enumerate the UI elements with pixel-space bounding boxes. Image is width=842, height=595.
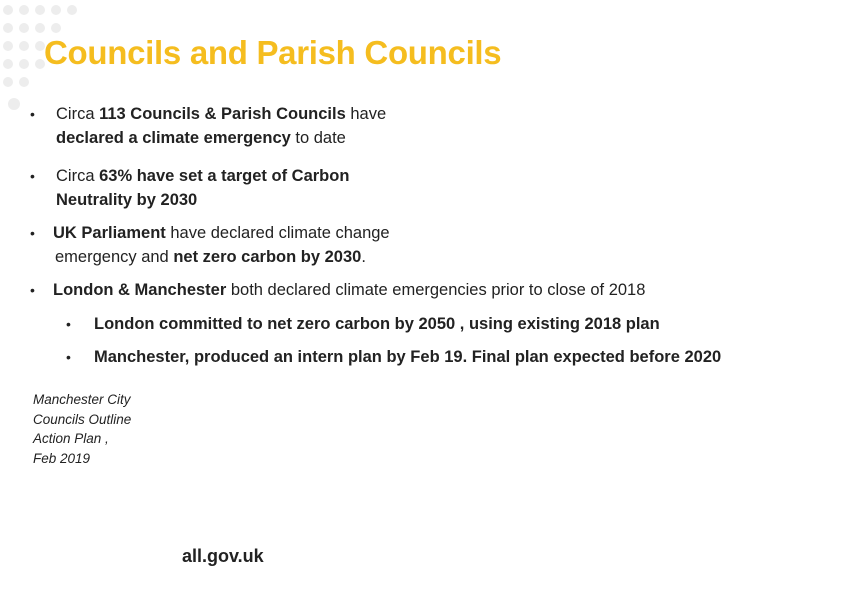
sub-bullet-text: Manchester, produced an intern plan by Feb 19. Final plan expected before 2020 — [94, 348, 722, 366]
bullet-text: Circa — [56, 167, 100, 185]
bullet-emphasis: London & Manchester — [53, 281, 227, 299]
sub-bullet-london — [66, 312, 660, 336]
bullet-dot: • — [30, 282, 35, 298]
bullet-emphasis: 63% have set a target of Carbon — [99, 167, 350, 185]
bullet-line — [56, 102, 386, 126]
bullet-emphasis: Neutrality by 2030 — [56, 191, 198, 209]
bullet-dot: • — [66, 349, 71, 365]
bullet-councils-declared — [30, 102, 387, 150]
bullet-text: Circa — [56, 105, 100, 123]
bullet-dot: • — [30, 106, 35, 122]
bullet-carbon-target — [30, 164, 350, 212]
bullet-line — [56, 188, 349, 212]
bullet-line — [53, 245, 390, 269]
bullet-text: . — [361, 248, 366, 266]
bullet-dot: • — [30, 168, 35, 184]
bullet-dot: • — [66, 316, 71, 332]
caption-line: Feb 2019 — [33, 450, 91, 466]
caption-line: Councils Outline — [33, 411, 132, 427]
bullet-text: to date — [290, 129, 346, 147]
slide-title: Councils and Parish Councils — [44, 34, 502, 71]
bullet-emphasis: declared a climate emergency — [56, 129, 291, 147]
bullet-london-manchester — [30, 278, 646, 302]
bullet-line — [56, 126, 386, 150]
bullet-dot: • — [30, 225, 35, 241]
caption-line: Action Plan , — [33, 431, 109, 446]
bullet-uk-parliament — [30, 221, 390, 269]
bullet-emphasis: net zero carbon by 2030 — [173, 248, 362, 266]
bullet-text: have declared climate change — [165, 224, 390, 242]
sub-bullet-manchester — [66, 345, 722, 369]
footer-url: all.gov.uk — [182, 546, 264, 566]
sub-bullet-text: London committed to net zero carbon by 2050 , using existing 2018 plan — [94, 315, 660, 333]
bullet-line — [53, 221, 390, 245]
caption-line: Manchester City — [33, 392, 131, 407]
bullet-line — [53, 278, 645, 302]
bullet-text: emergency and — [55, 248, 174, 266]
image-caption — [33, 390, 131, 468]
bullet-emphasis: 113 Councils & Parish Councils — [99, 105, 346, 123]
bullet-emphasis: UK Parliament — [53, 224, 166, 242]
bullet-text: have — [345, 105, 387, 123]
bullet-line — [56, 164, 349, 188]
bullet-text: both declared climate emergencies prior to close of 2018 — [226, 281, 646, 299]
